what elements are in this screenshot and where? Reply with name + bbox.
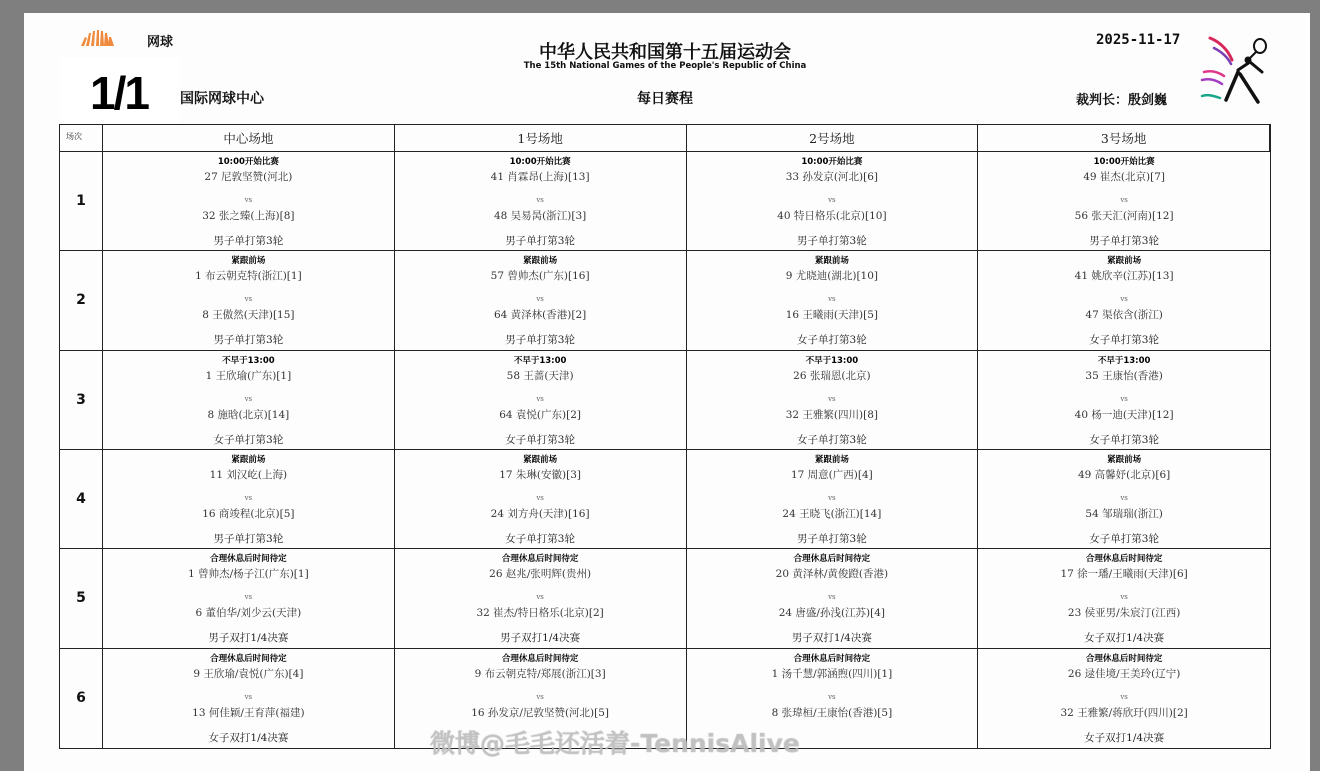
match-order-number: 2 (60, 251, 103, 350)
player-one: 49 高馨妤(北京)[6] (1077, 469, 1171, 481)
match-start-time: 紧跟前场 (814, 455, 849, 465)
player-two: 24 王晓飞(浙江)[14] (782, 508, 882, 520)
player-one: 1 曾帅杰/杨子江(广东)[1] (188, 568, 309, 581)
court-header: 1号场地 (395, 125, 687, 152)
match-event: 男子单打第3轮 (213, 334, 284, 347)
player-two: 13 何佳颖/王育萍(福建) (192, 706, 305, 719)
player-two: 16 孙发京/尼敦坚赞(河北)[5] (471, 706, 610, 719)
schedule-title: 每日赛程 (637, 91, 693, 107)
versus-label: vs (536, 196, 544, 204)
match-event: 女子单打第3轮 (505, 533, 575, 545)
versus-label: vs (536, 394, 544, 403)
versus-label: vs (244, 295, 253, 304)
daily-schedule-table (59, 124, 1271, 749)
match-start-time: 合理休息后时间待定 (793, 653, 871, 664)
tennis-pictogram-icon (1198, 30, 1276, 110)
versus-label: vs (828, 494, 836, 502)
match-event: 男子单打第3轮 (797, 235, 867, 247)
versus-label: vs (828, 394, 836, 403)
versus-label: vs (536, 593, 544, 602)
versus-label: vs (1120, 295, 1128, 304)
versus-label: vs (244, 494, 253, 502)
match-cell (103, 152, 395, 251)
match-start-time: 紧跟前场 (231, 455, 266, 465)
watermark: 微博@毛毛还活着-TennisAlive (430, 729, 800, 758)
player-two: 16 商竣程(北京)[5] (202, 508, 295, 520)
versus-label: vs (244, 196, 253, 204)
player-two: 8 王傲然(天津)[15] (202, 309, 295, 322)
games-title-english: The 15th National Games of the People's Republic of China (523, 61, 807, 71)
player-one: 17 朱琳(安徽)[3] (499, 469, 581, 481)
player-one: 49 崔杰(北京)[7] (1083, 171, 1165, 183)
player-two: 40 杨一迪(天津)[12] (1074, 408, 1174, 421)
match-cell (978, 450, 1270, 549)
versus-label: vs (244, 692, 253, 701)
player-one: 33 孙发京(河北)[6] (785, 171, 878, 183)
match-start-time: 不早于13:00 (513, 355, 567, 366)
versus-label: vs (244, 394, 253, 403)
player-two: 54 邹瑞瑞(浙江) (1085, 508, 1163, 520)
match-start-time: 合理休息后时间待定 (1085, 554, 1163, 565)
match-cell (103, 649, 395, 748)
versus-label: vs (828, 593, 836, 602)
match-event: 男子单打第3轮 (505, 334, 575, 347)
match-cell (978, 351, 1270, 450)
match-start-time: 紧跟前场 (523, 256, 558, 267)
match-cell (103, 450, 395, 549)
versus-label: vs (1120, 494, 1128, 502)
match-cell (395, 450, 687, 549)
match-event: 女子双打1/4决赛 (1084, 731, 1165, 744)
player-one: 1 王欣瑜(广东)[1] (205, 369, 292, 382)
match-event: 女子单打第3轮 (797, 433, 867, 446)
match-cell (978, 549, 1270, 648)
match-start-time: 10:00开始比赛 (217, 157, 279, 167)
match-event: 女子双打1/4决赛 (208, 731, 289, 744)
match-cell (395, 251, 687, 350)
match-cell (103, 251, 395, 350)
player-one: 41 姚欣辛(江苏)[13] (1074, 270, 1174, 283)
match-event: 女子单打第3轮 (505, 433, 575, 446)
player-two: 32 张之臻(上海)[8] (202, 210, 295, 222)
match-event: 女子单打第3轮 (797, 334, 867, 347)
match-order-number: 3 (60, 351, 103, 450)
match-event: 男子单打第3轮 (213, 533, 284, 545)
player-two: 23 侯亚男/朱宸汀(江西) (1067, 607, 1181, 620)
player-one: 26 张瑞恩(北京) (793, 369, 871, 382)
schedule-date: 2025-11-17 (1096, 32, 1181, 48)
versus-label: vs (536, 494, 544, 502)
player-two: 24 唐盛/孙浅(江苏)[4] (778, 607, 886, 620)
player-one: 20 黄泽林/黄俊蹬(香港) (775, 568, 889, 581)
player-two: 64 黄泽林(香港)[2] (493, 309, 587, 322)
match-cell (687, 251, 979, 350)
match-cell (395, 549, 687, 648)
match-cell (687, 351, 979, 450)
referee-name: 裁判长：殷剑巍 (1076, 93, 1168, 108)
match-order-number: 6 (60, 649, 103, 748)
player-one: 9 王欣瑜/袁悦(广东)[4] (193, 667, 304, 680)
player-two: 24 刘方舟(天津)[16] (490, 508, 590, 520)
player-two: 6 董伯华/刘少云(天津) (195, 607, 302, 620)
match-start-time: 不早于13:00 (805, 355, 859, 366)
match-start-time: 紧跟前场 (231, 256, 266, 267)
match-event: 男子双打1/4决赛 (208, 632, 289, 645)
match-start-time: 合理休息后时间待定 (210, 554, 287, 565)
player-one: 58 王蔷(天津) (506, 369, 574, 382)
versus-label: vs (1120, 593, 1128, 602)
match-event: 女子单打第3轮 (213, 433, 284, 446)
versus-label: vs (828, 295, 836, 304)
versus-label: vs (244, 593, 253, 602)
versus-label: vs (536, 295, 544, 304)
match-start-time: 合理休息后时间待定 (793, 554, 871, 565)
match-event: 女子双打1/4决赛 (1084, 632, 1165, 645)
match-start-time: 合理休息后时间待定 (501, 554, 579, 565)
versus-label: vs (1120, 692, 1128, 701)
player-one: 27 尼敦坚赞(河北) (204, 171, 293, 183)
match-order-number: 4 (60, 450, 103, 549)
player-two: 32 崔杰/特日格乐(北京)[2] (476, 607, 604, 620)
player-one: 9 尤晓迪(湖北)[10] (785, 270, 878, 283)
match-start-time: 10:00开始比赛 (509, 157, 571, 167)
match-cell (978, 251, 1270, 350)
versus-label: vs (1120, 394, 1128, 403)
player-one: 17 徐一璠/王曦雨(天津)[6] (1060, 568, 1188, 581)
court-header: 2号场地 (687, 125, 979, 152)
match-event: 女子单打第3轮 (1089, 533, 1159, 545)
match-start-time: 10:00开始比赛 (801, 157, 863, 167)
versus-label: vs (828, 196, 836, 204)
match-start-time: 10:00开始比赛 (1093, 157, 1155, 167)
player-two: 47 渠依含(浙江) (1085, 309, 1163, 322)
match-start-time: 紧跟前场 (523, 455, 558, 465)
match-cell (103, 351, 395, 450)
match-event: 女子单打第3轮 (1089, 433, 1159, 446)
player-two: 8 张瑋桓/王康怡(香港)[5] (771, 706, 893, 719)
match-event: 男子单打第3轮 (213, 235, 284, 247)
player-two: 48 吴易昺(浙江)[3] (493, 210, 587, 222)
match-order-number: 1 (60, 152, 103, 251)
match-cell (978, 152, 1270, 251)
player-two: 32 王雅繁/蒋欣玗(四川)[2] (1060, 706, 1188, 719)
match-cell (103, 549, 395, 648)
match-start-time: 合理休息后时间待定 (501, 653, 579, 664)
order-column-header: 场次 (60, 125, 103, 152)
match-start-time: 合理休息后时间待定 (210, 653, 287, 664)
player-two: 32 王雅繁(四川)[8] (785, 408, 878, 421)
match-start-time: 不早于13:00 (1097, 355, 1151, 366)
match-cell (687, 152, 979, 251)
player-one: 17 周意(广西)[4] (790, 469, 873, 481)
match-event: 男子双打1/4决赛 (500, 632, 581, 645)
player-one: 11 刘汉屹(上海) (209, 469, 288, 481)
match-start-time: 紧跟前场 (814, 256, 849, 267)
match-event: 女子单打第3轮 (1089, 334, 1159, 347)
player-one: 26 逯佳境/王美玲(辽宁) (1067, 667, 1181, 680)
player-one: 41 肖霖昂(上海)[13] (490, 171, 590, 183)
games-title: 中华人民共和国第十五届运动会 (539, 42, 791, 63)
player-one: 57 曾帅杰(广东)[16] (490, 270, 590, 283)
games-logo-icon (79, 30, 115, 46)
court-header: 中心场地 (103, 125, 395, 152)
match-cell (395, 351, 687, 450)
player-one: 9 布云朝克特/郑展(浙江)[3] (474, 667, 606, 680)
page-indicator: 1/1 (90, 67, 148, 119)
player-two: 56 张天汇(河南)[12] (1074, 210, 1174, 222)
match-event: 男子单打第3轮 (505, 235, 575, 247)
versus-label: vs (1120, 196, 1128, 204)
player-one: 1 汤千慧/郭涵煦(四川)[1] (771, 667, 893, 680)
player-two: 8 施晗(北京)[14] (207, 408, 290, 421)
player-one: 26 赵兆/张明辉(贵州) (489, 568, 592, 581)
court-header: 3号场地 (978, 125, 1270, 152)
match-start-time: 紧跟前场 (1107, 256, 1142, 267)
match-start-time: 紧跟前场 (1107, 455, 1142, 465)
match-event: 男子双打1/4决赛 (791, 632, 872, 645)
player-one: 35 王康怡(香港) (1085, 369, 1163, 382)
player-one: 1 布云朝克特(浙江)[1] (195, 270, 302, 283)
versus-label: vs (828, 692, 836, 701)
match-cell (687, 450, 979, 549)
sport-label: 网球 (147, 35, 174, 50)
player-two: 64 袁悦(广东)[2] (499, 408, 581, 421)
match-start-time: 合理休息后时间待定 (1085, 653, 1163, 664)
match-cell (687, 549, 979, 648)
match-cell (395, 152, 687, 251)
match-event: 男子单打第3轮 (1089, 235, 1159, 247)
player-two: 40 特日格乐(北京)[10] (777, 210, 887, 222)
venue-name: 国际网球中心 (180, 91, 264, 107)
match-start-time: 不早于13:00 (222, 355, 275, 366)
versus-label: vs (536, 692, 544, 701)
match-order-number: 5 (60, 549, 103, 648)
match-event: 男子单打第3轮 (797, 533, 867, 545)
player-two: 16 王曦雨(天津)[5] (785, 309, 878, 322)
match-cell (978, 649, 1270, 748)
